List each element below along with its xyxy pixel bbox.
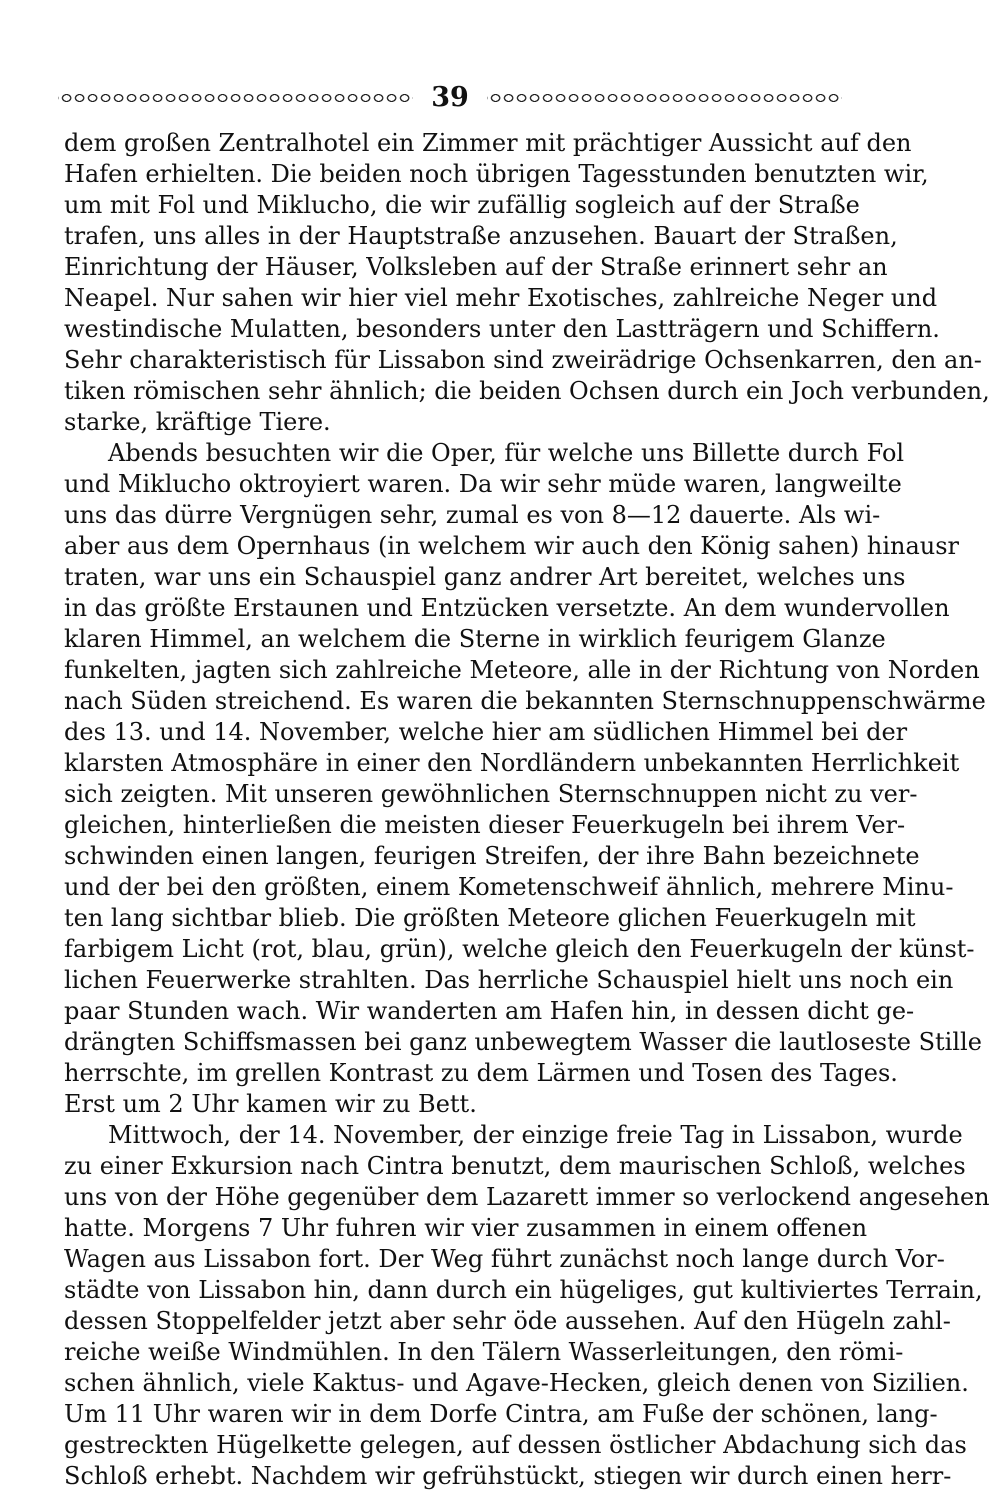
- text-line: zu einer Exkursion nach Cintra benutzt, dem maurischen Schloß, welches: [64, 1152, 966, 1180]
- text-line: Um 11 Uhr waren wir in dem Dorfe Cintra, am Fuße der schönen, lang-: [64, 1400, 938, 1428]
- text-line: Einrichtung der Häuser, Volksleben auf der Straße erinnert sehr an: [64, 253, 888, 281]
- text-line: gleichen, hinterließen die meisten dieser Feuerkugeln bei ihrem Ver-: [64, 811, 906, 839]
- page-number: 39: [431, 82, 469, 113]
- ornament-right: [487, 90, 842, 106]
- text-line: hatte. Morgens 7 Uhr fuhren wir vier zusammen in einem offenen: [64, 1214, 868, 1242]
- text-line: Abends besuchten wir die Oper, für welche uns Billette durch Fol: [108, 439, 905, 467]
- text-line: trafen, uns alles in der Hauptstraße anzusehen. Bauart der Straßen,: [64, 222, 898, 250]
- text-line: dessen Stoppelfelder jetzt aber sehr öde aussehen. Auf den Hügeln zahl-: [64, 1307, 951, 1335]
- ornament-left: [58, 90, 413, 106]
- text-line: starke, kräftige Tiere.: [64, 408, 331, 436]
- text-line: uns das dürre Vergnügen sehr, zumal es von 8—12 dauerte. Als wi-: [64, 501, 881, 529]
- text-line: reiche weiße Windmühlen. In den Tälern Wasserleitungen, den römi-: [64, 1338, 904, 1366]
- text-line: schwinden einen langen, feurigen Streifen, der ihre Bahn bezeichnete: [64, 842, 920, 870]
- text-line: Sehr charakteristisch für Lissabon sind zweirädrige Ochsenkarren, den an-: [64, 346, 982, 374]
- text-line: Mittwoch, der 14. November, der einzige freie Tag in Lissabon, wurde: [108, 1121, 963, 1149]
- text-line: sich zeigten. Mit unseren gewöhnlichen Sternschnuppen nicht zu ver-: [64, 780, 918, 808]
- text-line: dem großen Zentralhotel ein Zimmer mit prächtiger Aussicht auf den: [64, 129, 912, 157]
- text-line: und der bei den größten, einem Kometenschweif ähnlich, mehrere Minu-: [64, 873, 954, 901]
- text-line: ten lang sichtbar blieb. Die größten Meteore glichen Feuerkugeln mit: [64, 904, 916, 932]
- text-line: gestreckten Hügelkette gelegen, auf dessen östlicher Abdachung sich das: [64, 1431, 967, 1459]
- text-line: städte von Lissabon hin, dann durch ein hügeliges, gut kultiviertes Terrain,: [64, 1276, 983, 1304]
- text-line: schen ähnlich, viele Kaktus- und Agave-Hecken, gleich denen von Sizilien.: [64, 1369, 969, 1397]
- text-line: klarsten Atmosphäre in einer den Nordländern unbekannten Herrlichkeit: [64, 749, 960, 777]
- text-line: westindische Mulatten, besonders unter den Lastträgern und Schiffern.: [64, 315, 940, 343]
- text-line: aber aus dem Opernhaus (in welchem wir auch den König sahen) hinausr: [64, 532, 960, 560]
- text-line: uns von der Höhe gegenüber dem Lazarett immer so verlockend angesehen: [64, 1183, 990, 1211]
- text-line: farbigem Licht (rot, blau, grün), welche gleich den Feuerkugeln der künst-: [64, 935, 975, 963]
- text-line: des 13. und 14. November, welche hier am südlichen Himmel bei der: [64, 718, 908, 746]
- text-line: traten, war uns ein Schauspiel ganz andrer Art bereitet, welches uns: [64, 563, 906, 591]
- page-header: [58, 78, 842, 118]
- text-line: Hafen erhielten. Die beiden noch übrigen Tagesstunden benutzten wir,: [64, 160, 929, 188]
- text-line: drängten Schiffsmassen bei ganz unbewegtem Wasser die lautloseste Stille: [64, 1028, 982, 1056]
- text-line: tiken römischen sehr ähnlich; die beiden Ochsen durch ein Joch verbunden,: [64, 377, 990, 405]
- text-line: in das größte Erstaunen und Entzücken versetzte. An dem wundervollen: [64, 594, 950, 622]
- text-line: und Miklucho oktroyiert waren. Da wir sehr müde waren, langweilte: [64, 470, 902, 498]
- text-line: herrschte, im grellen Kontrast zu dem Lärmen und Tosen des Tages.: [64, 1059, 898, 1087]
- body-text: [64, 128, 990, 1492]
- text-line: klaren Himmel, an welchem die Sterne in wirklich feurigem Glanze: [64, 625, 886, 653]
- text-line: Schloß erhebt. Nachdem wir gefrühstückt, stiegen wir durch einen herr-: [64, 1462, 952, 1490]
- text-line: Wagen aus Lissabon fort. Der Weg führt zunächst noch lange durch Vor-: [64, 1245, 945, 1273]
- text-line: Neapel. Nur sahen wir hier viel mehr Exotisches, zahlreiche Neger und: [64, 284, 938, 312]
- text-line: Erst um 2 Uhr kamen wir zu Bett.: [64, 1090, 477, 1118]
- text-line: lichen Feuerwerke strahlten. Das herrliche Schauspiel hielt uns noch ein: [64, 966, 954, 994]
- text-line: funkelten, jagten sich zahlreiche Meteore, alle in der Richtung von Norden: [64, 656, 980, 684]
- text-line: paar Stunden wach. Wir wanderten am Hafen hin, in dessen dicht ge-: [64, 997, 915, 1025]
- text-line: nach Süden streichend. Es waren die bekannten Sternschnuppenschwärme: [64, 687, 986, 715]
- text-line: um mit Fol und Miklucho, die wir zufällig sogleich auf der Straße: [64, 191, 860, 219]
